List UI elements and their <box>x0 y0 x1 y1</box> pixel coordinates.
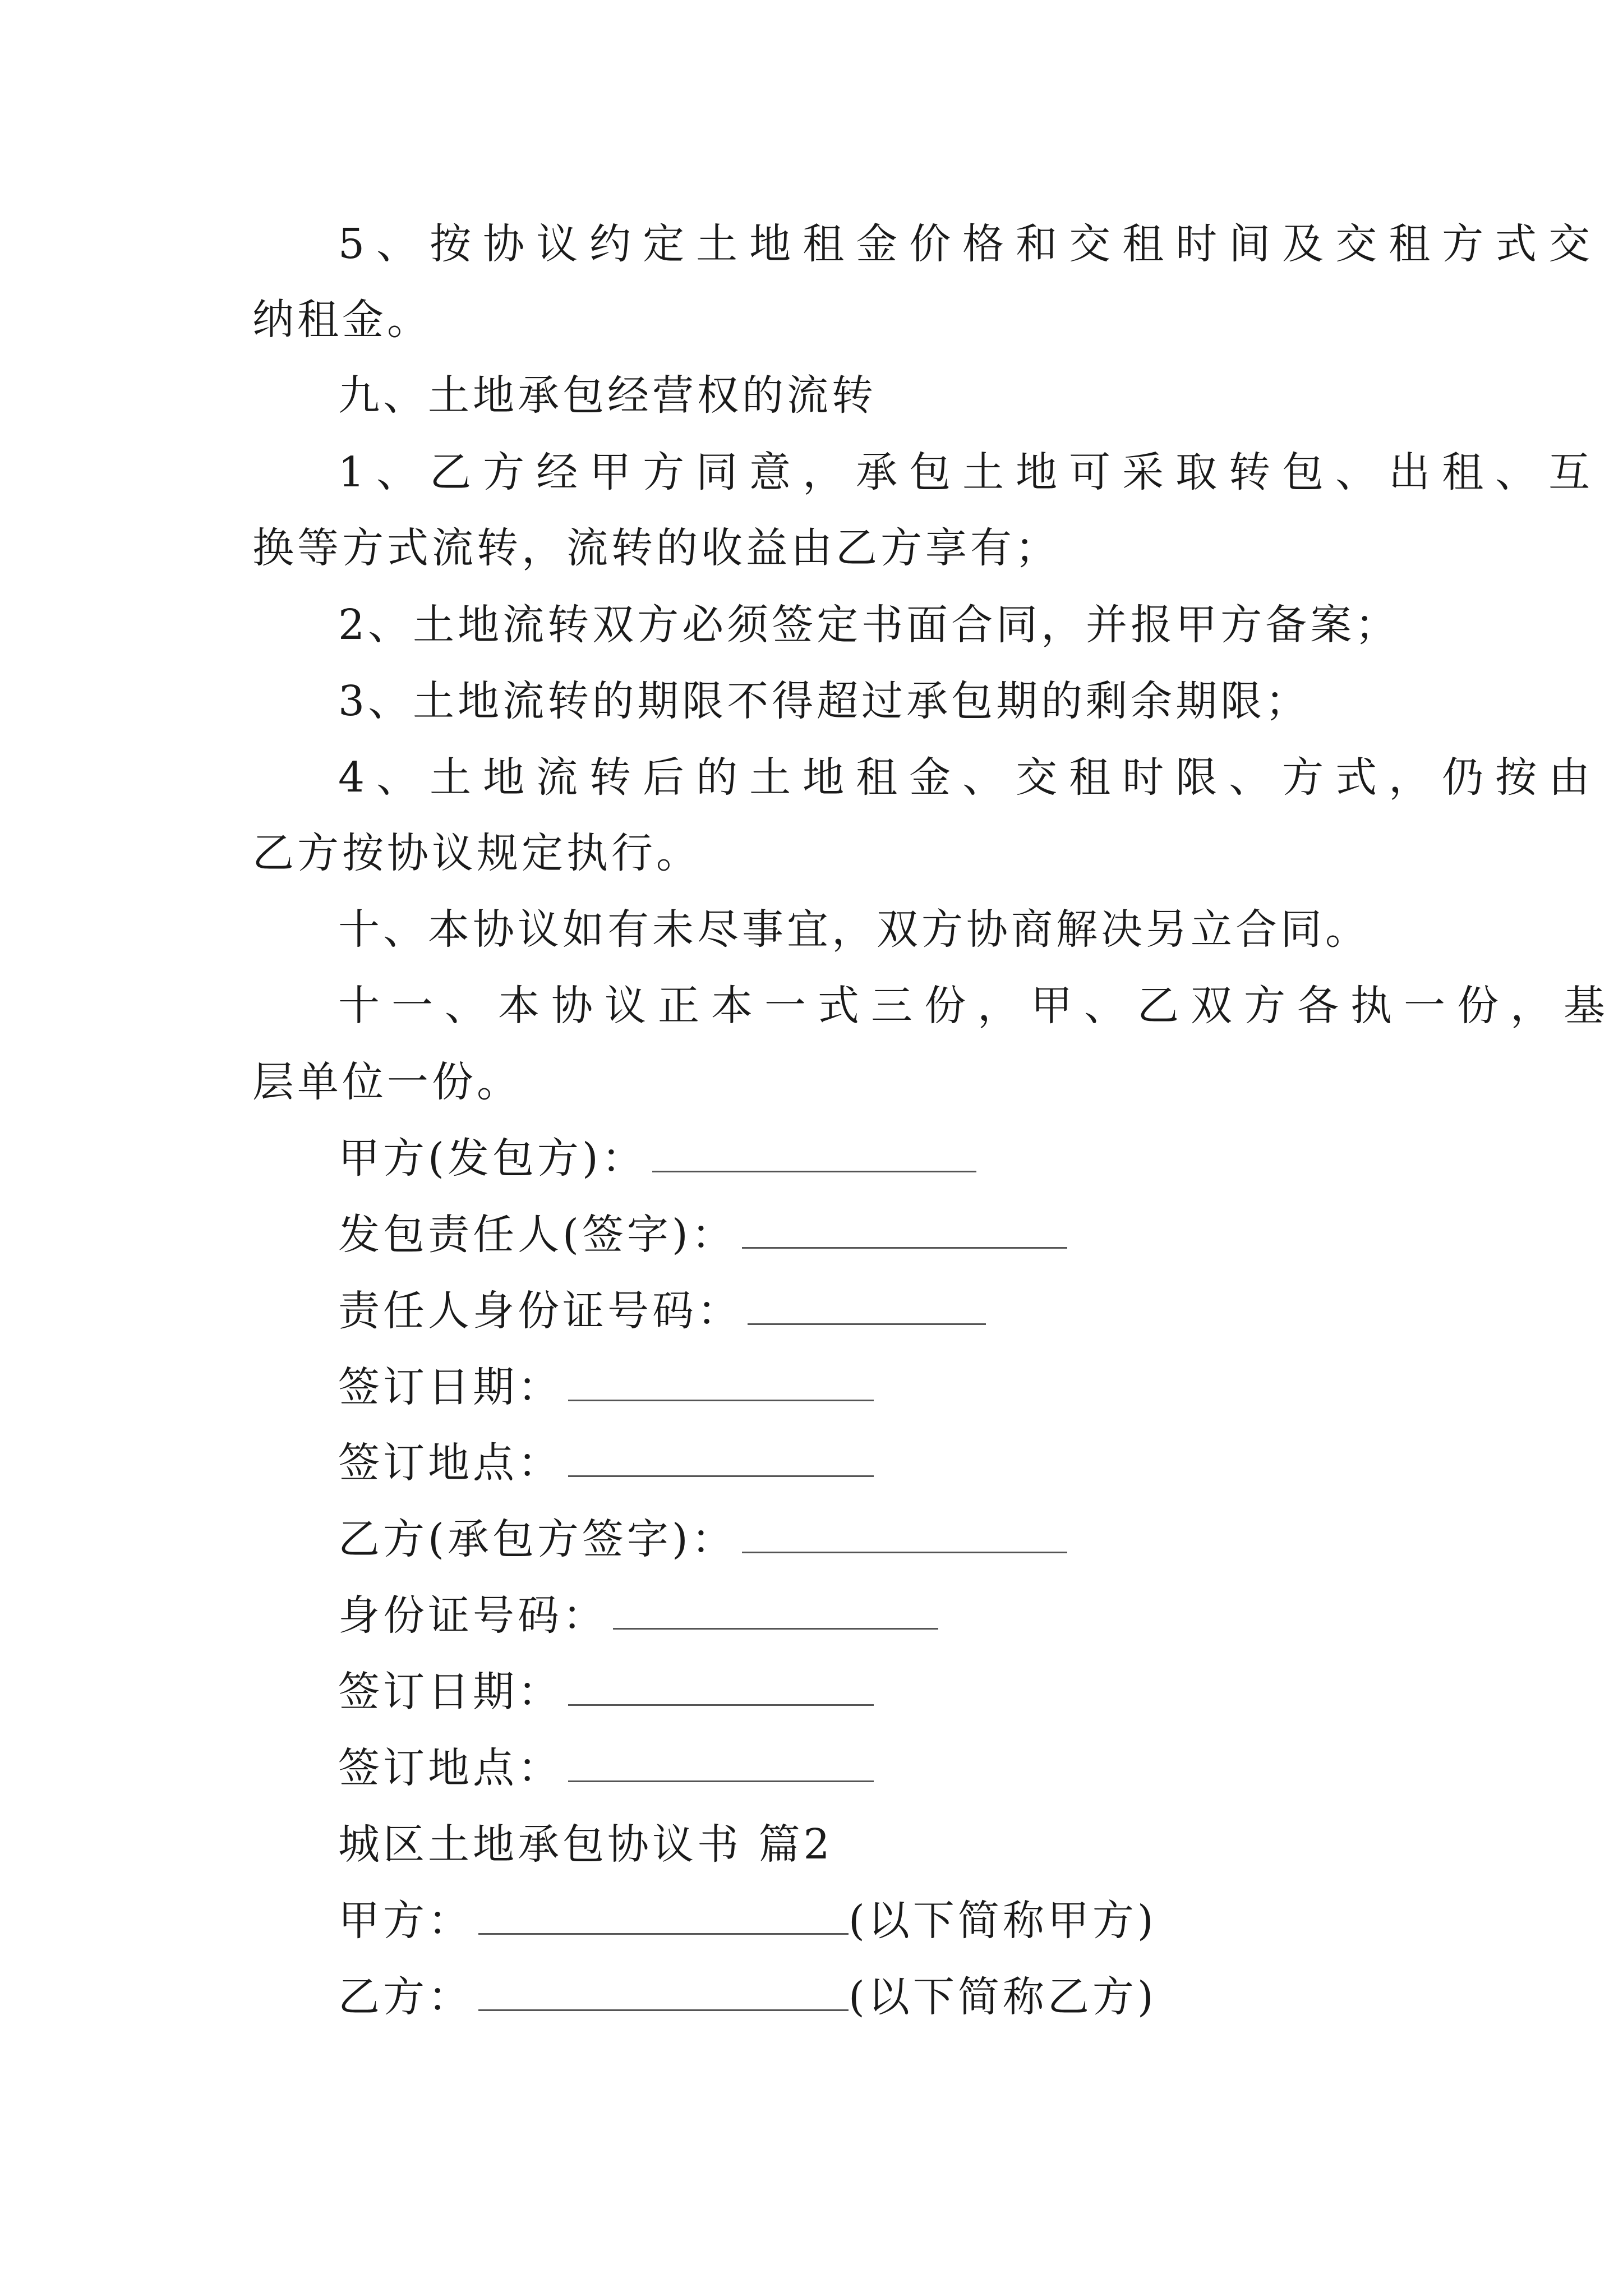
blank-line[interactable] <box>742 1519 1067 1553</box>
signature-field <box>338 1130 976 1186</box>
blank-line[interactable] <box>568 1672 874 1706</box>
signature-field <box>338 1435 874 1491</box>
paragraph-line: 4、土地流转后的土地租金、交租时限、方式，仍按由 <box>338 753 1602 802</box>
signature-field <box>338 1283 986 1339</box>
blank-line[interactable] <box>742 1214 1067 1249</box>
paragraph-line: 乙方按协议规定执行。 <box>252 829 701 877</box>
field-label: 签订地点： <box>338 1744 562 1792</box>
paragraph-line: 纳租金。 <box>252 296 432 344</box>
field-label: 甲方： <box>338 1897 473 1945</box>
field-label: 身份证号码： <box>338 1591 607 1640</box>
paragraph-line: 2、土地流转双方必须签定书面合同，并报甲方备案； <box>338 601 1400 649</box>
field-label: 签订日期： <box>338 1668 562 1716</box>
field-suffix: (以下简称乙方) <box>849 1973 1157 2021</box>
signature-field <box>338 1664 874 1720</box>
paragraph-line: 十、本协议如有未尽事宜，双方协商解决另立合同。 <box>338 905 1370 954</box>
field-label: 责任人身份证号码： <box>338 1287 742 1335</box>
blank-line[interactable] <box>478 1901 849 1935</box>
blank-line[interactable] <box>613 1595 938 1630</box>
paragraph-line: 3、土地流转的期限不得超过承包期的剩余期限； <box>338 677 1311 725</box>
blank-line[interactable] <box>568 1443 874 1477</box>
signature-field <box>338 1740 874 1796</box>
blank-line[interactable] <box>478 1977 849 2011</box>
blank-line[interactable] <box>652 1138 976 1172</box>
blank-line[interactable] <box>568 1367 874 1401</box>
section-title: 城区土地承包协议书 篇2 <box>338 1820 833 1869</box>
paragraph-line: 5、按协议约定土地租金价格和交租时间及交租方式交 <box>338 220 1602 268</box>
blank-line[interactable] <box>568 1748 874 1782</box>
field-label: 甲方(发包方)： <box>338 1134 647 1182</box>
signature-field <box>338 1511 1067 1567</box>
section-heading: 九、土地承包经营权的流转 <box>338 371 877 420</box>
blank-line[interactable] <box>748 1291 986 1325</box>
signature-field <box>338 1207 1067 1263</box>
paragraph-line: 十一、本协议正本一式三份，甲、乙双方各执一份，基 <box>338 982 1617 1030</box>
party-field <box>338 1969 1157 2025</box>
field-suffix: (以下简称甲方) <box>849 1897 1157 1945</box>
paragraph-line: 换等方式流转，流转的收益由乙方享有； <box>252 524 1060 572</box>
field-label: 发包责任人(签字)： <box>338 1211 736 1259</box>
signature-field <box>338 1588 938 1644</box>
paragraph-line: 层单位一份。 <box>252 1058 522 1106</box>
signature-field <box>338 1359 874 1415</box>
field-label: 乙方(承包方签字)： <box>338 1515 736 1563</box>
field-label: 乙方： <box>338 1973 473 2021</box>
party-field <box>338 1893 1157 1949</box>
field-label: 签订日期： <box>338 1363 562 1411</box>
paragraph-line: 1、乙方经甲方同意，承包土地可采取转包、出租、互 <box>338 448 1602 496</box>
field-label: 签订地点： <box>338 1439 562 1487</box>
